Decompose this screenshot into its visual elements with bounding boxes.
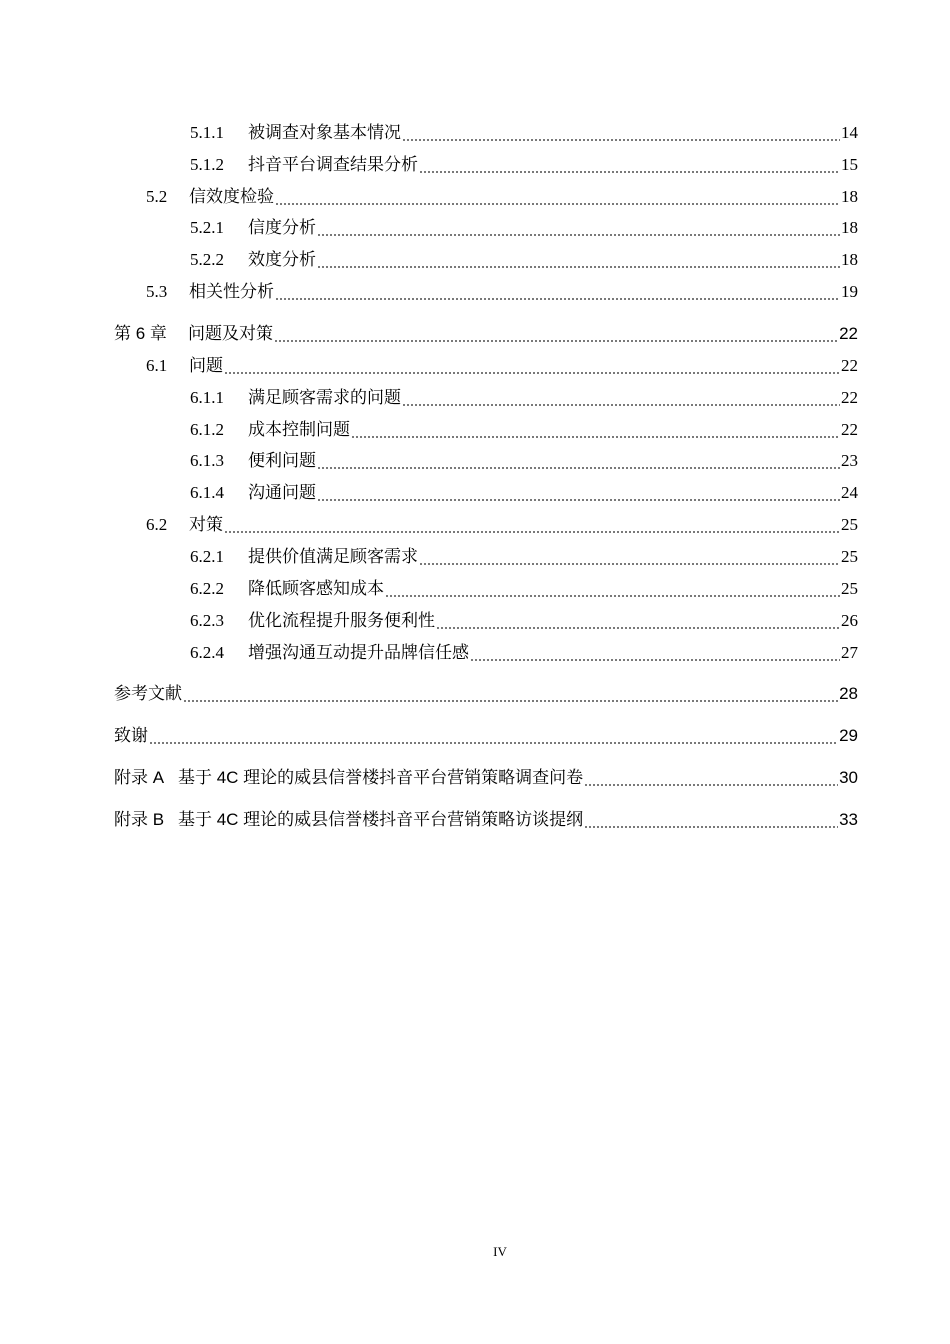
toc-entry-title: 信效度检验 [189, 187, 274, 206]
toc-entry-title: 增强沟通互动提升品牌信任感 [248, 643, 469, 662]
toc-entry[interactable] [190, 121, 858, 145]
toc-entry-page: 25 [841, 579, 858, 598]
dot-leader [584, 808, 838, 832]
toc-entry-page: 18 [841, 250, 858, 269]
toc-entry-title: 问题 [189, 356, 223, 375]
dot-leader [317, 216, 840, 240]
toc-entry-title: 基于 4C 理论的威县信誉楼抖音平台营销策略访谈提纲 [178, 810, 584, 829]
toc-chapter-entry[interactable] [114, 682, 858, 706]
toc-entry-page: 26 [841, 611, 858, 630]
toc-entry-page: 22 [841, 420, 858, 439]
dot-leader [275, 185, 840, 209]
toc-entry[interactable] [190, 248, 858, 272]
toc-entry[interactable] [190, 418, 858, 442]
toc-entry-number: 6.2.2 [190, 579, 224, 598]
toc-entry-title: 抖音平台调查结果分析 [248, 155, 418, 174]
toc-entry-title: 问题及对策 [188, 324, 273, 343]
toc-chapter-entry[interactable] [114, 322, 858, 346]
toc-entry-number: 6.1 [146, 356, 168, 375]
toc-entry[interactable] [146, 513, 858, 537]
toc-entry-number: 5.1.1 [190, 123, 224, 142]
dot-leader [385, 577, 840, 601]
toc-entry-number: 6.1.2 [190, 420, 224, 439]
toc-entry[interactable] [190, 609, 858, 633]
toc-entry-page: 25 [841, 515, 858, 534]
dot-leader [149, 724, 838, 748]
toc-entry-page: 33 [839, 810, 858, 829]
toc-entry-number: 6.1.1 [190, 388, 224, 407]
dot-leader [470, 641, 840, 665]
toc-entry-number: 6.2.1 [190, 547, 224, 566]
toc-entry[interactable] [190, 545, 858, 569]
toc-entry-page: 22 [841, 356, 858, 375]
toc-entry-title: 信度分析 [248, 218, 316, 237]
toc-entry[interactable] [190, 386, 858, 410]
toc-entry-title: 被调查对象基本情况 [248, 123, 401, 142]
dot-leader [317, 481, 840, 505]
toc-entry-number: 第 6 章 [114, 324, 167, 343]
toc-entry-title: 满足顾客需求的问题 [248, 388, 401, 407]
toc-entry[interactable] [146, 354, 858, 378]
toc-entry-number: 5.2.2 [190, 250, 224, 269]
toc-entry-title: 便利问题 [248, 451, 316, 470]
toc-entry-title: 沟通问题 [248, 483, 316, 502]
toc-entry-title: 降低顾客感知成本 [248, 579, 384, 598]
toc-entry-number: 5.2 [146, 187, 168, 206]
dot-leader [419, 545, 840, 569]
toc-entry-title: 效度分析 [248, 250, 316, 269]
toc-entry-page: 24 [841, 483, 858, 502]
toc-entry-title: 成本控制问题 [248, 420, 350, 439]
dot-leader [183, 682, 838, 706]
toc-entry-page: 22 [839, 324, 858, 343]
toc-entry[interactable] [190, 641, 858, 665]
toc-entry-title: 参考文献 [114, 684, 182, 703]
toc-entry[interactable] [146, 280, 858, 304]
toc-entry-number: 6.2.3 [190, 611, 224, 630]
toc-entry-number: 5.3 [146, 282, 168, 301]
toc-chapter-entry[interactable] [114, 808, 858, 832]
dot-leader [317, 248, 840, 272]
toc-entry-number: 附录 B [114, 810, 165, 829]
dot-leader [402, 121, 840, 145]
toc-entry-title: 致谢 [114, 726, 148, 745]
toc-entry-title: 基于 4C 理论的威县信誉楼抖音平台营销策略调查问卷 [178, 768, 584, 787]
dot-leader [274, 322, 838, 346]
dot-leader [584, 766, 838, 790]
toc-entry-title: 相关性分析 [189, 282, 274, 301]
toc-entry-page: 15 [841, 155, 858, 174]
toc-entry-number: 5.1.2 [190, 155, 224, 174]
dot-leader [317, 449, 840, 473]
toc-entry-number: 6.1.4 [190, 483, 224, 502]
toc-entry-title: 提供价值满足顾客需求 [248, 547, 418, 566]
toc-entry-title: 对策 [189, 515, 223, 534]
toc-entry-page: 19 [841, 282, 858, 301]
dot-leader [419, 153, 840, 177]
dot-leader [436, 609, 840, 633]
toc-entry[interactable] [190, 449, 858, 473]
dot-leader [224, 354, 840, 378]
toc-entry-page: 22 [841, 388, 858, 407]
dot-leader [402, 386, 840, 410]
toc-entry-page: 14 [841, 123, 858, 142]
toc-entry-number: 6.1.3 [190, 451, 224, 470]
toc-entry-title: 优化流程提升服务便利性 [248, 611, 435, 630]
toc-entry-page: 29 [839, 726, 858, 745]
toc-entry-number: 6.2 [146, 515, 168, 534]
toc-entry[interactable] [190, 577, 858, 601]
dot-leader [351, 418, 840, 442]
toc-entry[interactable] [146, 185, 858, 209]
toc-entry[interactable] [190, 216, 858, 240]
toc-chapter-entry[interactable] [114, 766, 858, 790]
toc-entry-page: 28 [839, 684, 858, 703]
toc-entry-number: 附录 A [114, 768, 165, 787]
toc-entry-page: 30 [839, 768, 858, 787]
page-footer-number: IV [493, 1244, 507, 1259]
toc-entry[interactable] [190, 153, 858, 177]
toc-entry-page: 25 [841, 547, 858, 566]
toc-entry-page: 18 [841, 187, 858, 206]
dot-leader [224, 513, 840, 537]
toc-entry-number: 5.2.1 [190, 218, 224, 237]
dot-leader [275, 280, 840, 304]
toc-entry-page: 27 [841, 643, 858, 662]
toc-chapter-entry[interactable] [114, 724, 858, 748]
toc-entry-number: 6.2.4 [190, 643, 224, 662]
toc-entry[interactable] [190, 481, 858, 505]
toc-entry-page: 18 [841, 218, 858, 237]
toc-entry-page: 23 [841, 451, 858, 470]
